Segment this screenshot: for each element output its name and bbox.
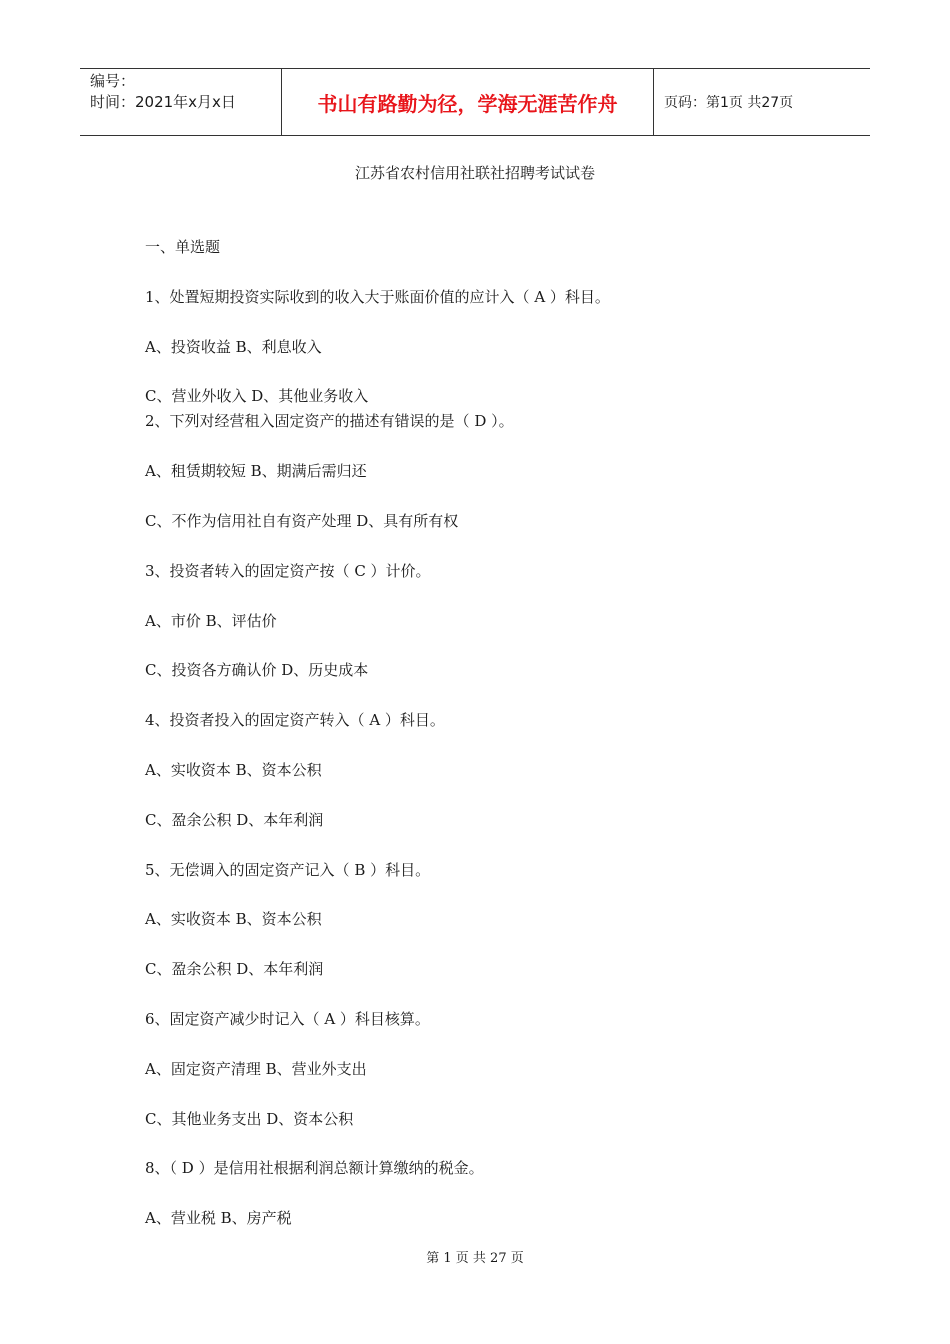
- answer-options: C、盈余公积 D、本年利润: [145, 811, 324, 829]
- section-heading: 一、单选题: [145, 238, 221, 256]
- question-text: 8、（ D ）是信用社根据利润总额计算缴纳的税金。: [145, 1159, 484, 1177]
- header-motto: 书山有路勤为径，学海无涯苦作舟: [281, 69, 654, 135]
- answer-options: A、租赁期较短 B、期满后需归还: [145, 462, 367, 480]
- answer-options: C、不作为信用社自有资产处理 D、具有所有权: [145, 512, 459, 530]
- question-text: 1、处置短期投资实际收到的收入大于账面价值的应计入（ A ）科目。: [145, 288, 610, 306]
- answer-options: A、固定资产清理 B、营业外支出: [145, 1060, 367, 1078]
- answer-options: C、其他业务支出 D、资本公积: [145, 1110, 354, 1128]
- answer-options: A、营业税 B、房产税: [145, 1209, 292, 1227]
- answer-options: C、投资各方确认价 D、历史成本: [145, 661, 369, 679]
- question-text: 6、固定资产减少时记入（ A ）科目核算。: [145, 1010, 430, 1028]
- question-text: 4、投资者投入的固定资产转入（ A ）科目。: [145, 711, 445, 729]
- answer-options: A、市价 B、评估价: [145, 612, 277, 630]
- answer-options: A、实收资本 B、资本公积: [145, 910, 322, 928]
- header-meta: [80, 69, 281, 135]
- question-text: 2、下列对经营租入固定资产的描述有错误的是（ D ）。: [145, 412, 514, 430]
- question-text: 5、无偿调入的固定资产记入（ B ）科目。: [145, 861, 431, 879]
- header-page-info: 页码：第1页 共27页: [664, 95, 794, 111]
- answer-options: C、盈余公积 D、本年利润: [145, 960, 324, 978]
- document-number: 编号：: [90, 72, 136, 90]
- page-footer: 第 1 页 共 27 页: [426, 1251, 524, 1266]
- answer-options: A、投资收益 B、利息收入: [145, 338, 322, 356]
- question-text: 3、投资者转入的固定资产按（ C ）计价。: [145, 562, 431, 580]
- document-title: 江苏省农村信用社联社招聘考试试卷: [354, 164, 595, 182]
- answer-options: A、实收资本 B、资本公积: [145, 761, 322, 779]
- page-header: [80, 68, 870, 136]
- answer-options: C、营业外收入 D、其他业务收入: [145, 387, 369, 405]
- document-time: 时间：2021年x月x日: [90, 93, 236, 111]
